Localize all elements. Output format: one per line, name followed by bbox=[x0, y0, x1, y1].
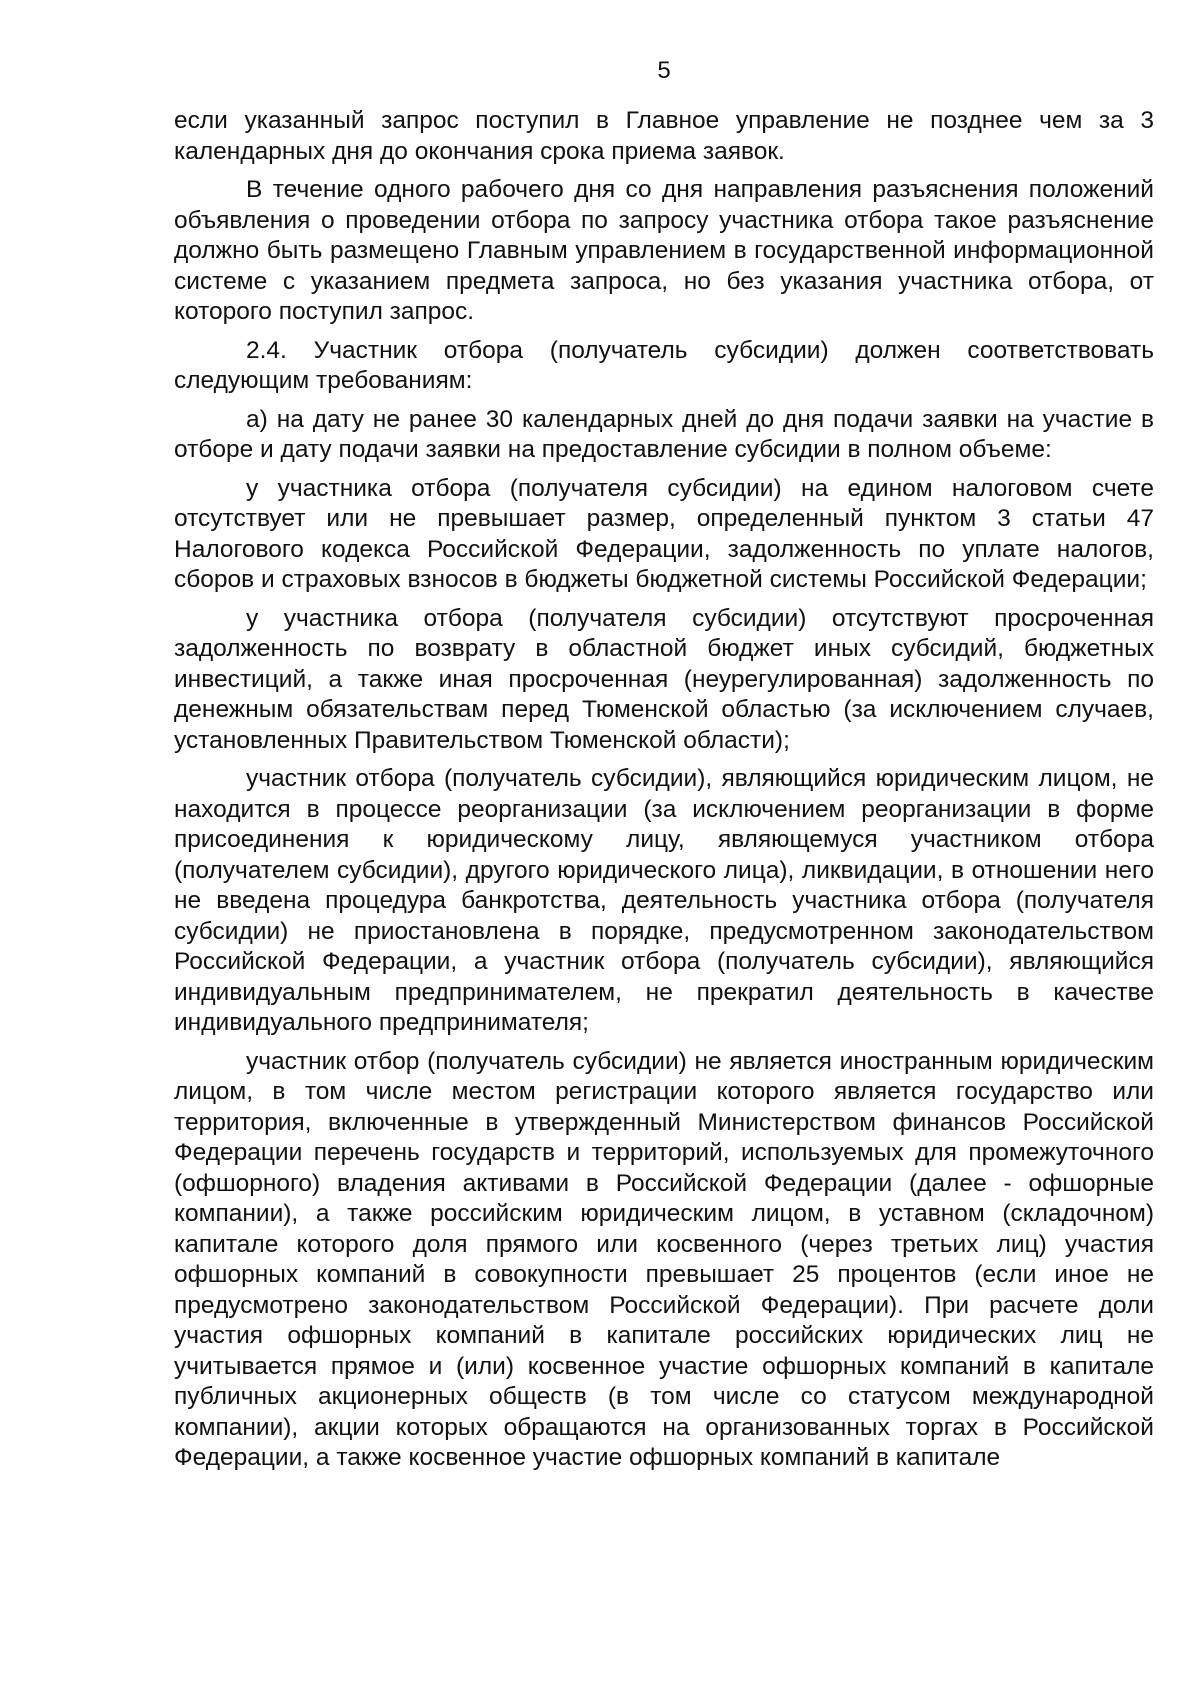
paragraph-4: а) на дату не ранее 30 календарных дней до дня подачи заявки на участие в отборе и дату подачи заявки на предоставление субсидии в полном объеме: bbox=[174, 405, 1154, 463]
paragraph-6: у участника отбора (получателя субсидии) отсутствуют просроченная задолженность по возврату в областной бюджет иных субсидий, бюджетных инвестиций, а также иная просроченная (неурегулированная) задолженность по денежным обязательствам перед Тюменской областью (за исключением случаев, установленных Правительством Тюменской области); bbox=[174, 604, 1154, 754]
paragraph-7: участник отбора (получатель субсидии), являющийся юридическим лицом, не находится в процессе реорганизации (за исключением реорганизации в форме присоединения к юридическому лицу, являющемуся участником отбора (получателем субсидии), другого юридического лица), ликвидации, в отношении него не введена процедура банкротства, деятельность участника отбора (получателя субсидии) не приостановлена в порядке, предусмотренном законодательством Российской Федерации, а участник отбора (получатель субсидии), являющийся индивидуальным предпринимателем, не прекратил деятельность в качестве индивидуального предпринимателя; bbox=[174, 765, 1154, 1036]
paragraph-8: участник отбор (получатель субсидии) не является иностранным юридическим лицом, в том числе местом регистрации которого является государство или территория, включенные в утвержденный Министерством финансов Российской Федерации перечень государств и территорий, используемых для промежуточного (офшорного) владения активами в Российской Федерации (далее - офшорные компании), а также российским юридическим лицом, в уставном (складочном) капитале которого доля прямого или косвенного (через третьих лиц) участия офшорных компаний в совокупности превышает 25 процентов (если иное не предусмотрено законодательством Российской Федерации). При расчете доли участия офшорных компаний в капитале российских юридических лиц не учитывается прямое и (или) косвенное участие офшорных компаний в капитале публичных акционерных обществ (в том числе со статусом международной компании), акции которых обращаются на организованных торгах в Российской Федерации, а также косвенное участие офшорных компаний в капитале bbox=[174, 1047, 1154, 1471]
paragraph-1: если указанный запрос поступил в Главное управление не позднее чем за 3 календарных дня до окончания срока приема заявок. bbox=[174, 107, 1154, 165]
document-page bbox=[174, 56, 1154, 1482]
paragraph-3: 2.4. Участник отбора (получатель субсидии) должен соответствовать следующим требованиям: bbox=[174, 336, 1154, 394]
page-number: 5 bbox=[657, 57, 671, 84]
paragraph-2: В течение одного рабочего дня со дня направления разъяснения положений объявления о проведении отбора по запросу участника отбора такое разъяснение должно быть размещено Главным управлением в государственной информационной системе с указанием предмета запроса, но без указания участника отбора, от которого поступил запрос. bbox=[174, 176, 1154, 325]
paragraph-5: у участника отбора (получателя субсидии) на едином налоговом счете отсутствует или не превышает размер, определенный пунктом 3 статьи 47 Налогового кодекса Российской Федерации, задолженность по уплате налогов, сборов и страховых взносов в бюджеты бюджетной системы Российской Федерации; bbox=[174, 474, 1154, 593]
